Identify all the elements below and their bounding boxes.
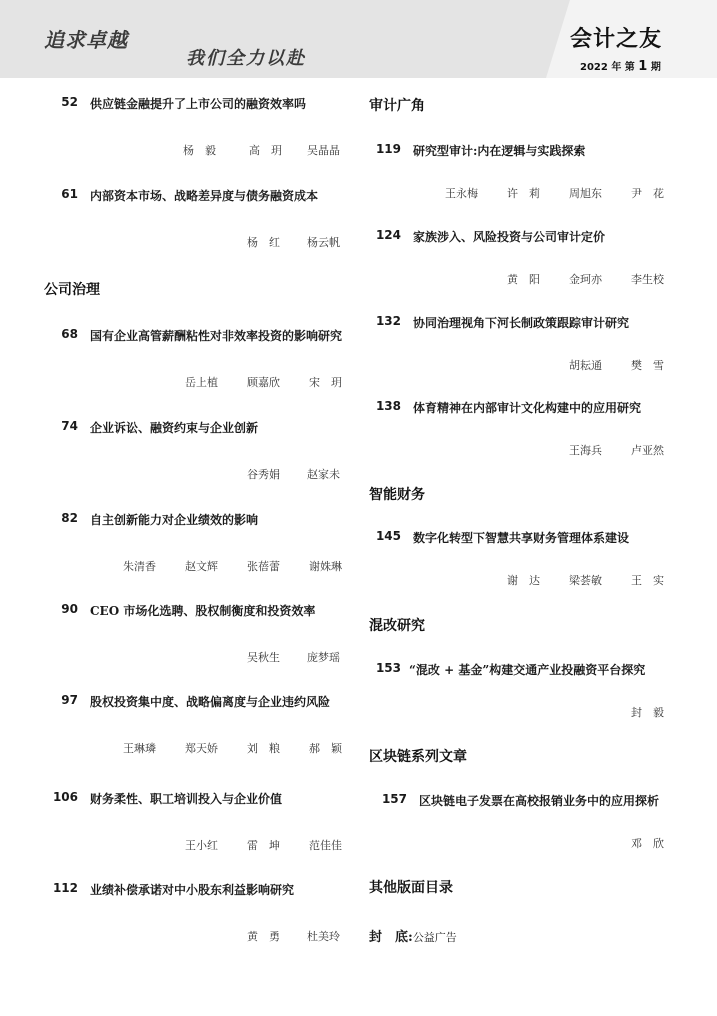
issue-number: 1 — [638, 59, 648, 74]
toc-entry[interactable] — [365, 314, 695, 384]
author: 梁荟敏 — [569, 574, 602, 587]
author: 郝 颖 — [309, 742, 342, 755]
article-authors — [183, 142, 340, 158]
article-authors — [247, 234, 340, 250]
article-authors — [123, 558, 342, 574]
page-number: 90 — [61, 602, 78, 616]
page-number: 61 — [61, 187, 78, 201]
issue-label — [580, 58, 661, 74]
author: 杜美玲 — [307, 930, 340, 943]
toc-entry[interactable] — [365, 142, 695, 212]
author: 张蓓蕾 — [247, 560, 280, 573]
back-cover-text: 公益广告 — [412, 931, 457, 944]
section-heading-audit: 审计广角 — [369, 98, 425, 114]
author: 王 实 — [631, 574, 664, 587]
page-number: 68 — [61, 327, 78, 341]
author: 王小红 — [185, 839, 218, 852]
author: 杨云帆 — [307, 236, 340, 249]
page-number: 106 — [52, 790, 78, 804]
page-number: 138 — [375, 399, 401, 413]
article-authors — [445, 185, 664, 201]
article-title: 数字化转型下智慧共享财务管理体系建设 — [413, 531, 630, 545]
author: 黄 阳 — [507, 273, 540, 286]
author: 封 毅 — [631, 706, 664, 719]
section-heading-other: 其他版面目录 — [369, 880, 453, 896]
toc-entry[interactable] — [40, 511, 350, 581]
article-authors — [569, 357, 664, 373]
section-heading-smart-finance: 智能财务 — [369, 487, 425, 503]
author: 杨 毅 — [183, 144, 216, 157]
article-title: CEO 市场化选聘、股权制衡度和投资效率 — [90, 604, 316, 618]
article-title: “混改 + 基金”构建交通产业投融资平台探究 — [409, 663, 646, 677]
section-heading-blockchain: 区块链系列文章 — [369, 749, 467, 765]
page-number: 153 — [375, 661, 401, 675]
author: 金珂亦 — [569, 273, 602, 286]
article-authors — [185, 374, 342, 390]
toc-entry[interactable] — [40, 693, 350, 763]
author: 许 莉 — [507, 187, 540, 200]
article-title: 家族涉入、风险投资与公司审计定价 — [413, 230, 606, 244]
article-title: 国有企业高管薪酬粘性对非效率投资的影响研究 — [90, 329, 343, 343]
slogan-line-1: 追求卓越 — [44, 28, 128, 52]
back-cover-label: 封 底: — [369, 930, 413, 945]
toc-entry[interactable] — [40, 790, 350, 860]
article-title: 协同治理视角下河长制政策跟踪审计研究 — [413, 316, 630, 330]
article-authors — [247, 649, 340, 665]
author: 黄 勇 — [247, 930, 280, 943]
author: 王海兵 — [569, 444, 602, 457]
article-title: 财务柔性、职工培训投入与企业价值 — [90, 792, 283, 806]
author: 樊 雪 — [631, 359, 664, 372]
author: 谢姝琳 — [309, 560, 342, 573]
author: 杨 红 — [247, 236, 280, 249]
toc-entry[interactable] — [40, 187, 350, 257]
toc-entry[interactable] — [365, 661, 695, 731]
article-title: 业绩补偿承诺对中小股东利益影响研究 — [90, 883, 295, 897]
article-authors — [247, 928, 340, 944]
article-authors — [247, 466, 340, 482]
author: 岳上植 — [185, 376, 218, 389]
page-number: 145 — [375, 529, 401, 543]
article-authors — [507, 271, 664, 287]
page-number: 74 — [61, 419, 78, 433]
toc-entry[interactable] — [40, 602, 350, 672]
author: 范佳佳 — [309, 839, 342, 852]
author: 宋 玥 — [309, 376, 342, 389]
author: 胡耘通 — [569, 359, 602, 372]
author: 高 玥 — [249, 144, 282, 157]
article-authors — [507, 572, 664, 588]
page-number: 52 — [61, 95, 78, 109]
author: 谢 达 — [507, 574, 540, 587]
article-title: 股权投资集中度、战略偏离度与企业违约风险 — [90, 695, 331, 709]
author: 吴秋生 — [247, 651, 280, 664]
article-authors — [631, 704, 664, 720]
author: 赵文辉 — [185, 560, 218, 573]
article-title: 企业诉讼、融资约束与企业创新 — [90, 421, 259, 435]
author: 尹 花 — [631, 187, 664, 200]
page-number: 112 — [52, 881, 78, 895]
page-number: 82 — [61, 511, 78, 525]
issue-suffix: 期 — [650, 62, 661, 73]
author: 庞梦瑶 — [307, 651, 340, 664]
toc-entry[interactable] — [365, 529, 695, 599]
slogan-line-2: 我们全力以赴 — [186, 48, 306, 69]
toc-entry[interactable] — [365, 792, 705, 862]
article-title: 自主创新能力对企业绩效的影响 — [90, 513, 259, 527]
section-heading-mixed-reform: 混改研究 — [369, 618, 425, 634]
toc-entry[interactable] — [365, 228, 695, 298]
page-number: 132 — [375, 314, 401, 328]
author: 周旭东 — [569, 187, 602, 200]
article-authors — [123, 740, 342, 756]
author: 郑天娇 — [185, 742, 218, 755]
magazine-title: 会计之友 — [570, 27, 663, 52]
toc-entry[interactable] — [40, 881, 350, 951]
page-number: 119 — [375, 142, 401, 156]
article-authors — [185, 837, 342, 853]
author: 李生校 — [631, 273, 664, 286]
toc-entry[interactable] — [40, 95, 350, 165]
toc-entry[interactable] — [40, 419, 350, 489]
author: 顾嘉欣 — [247, 376, 280, 389]
author: 卢亚然 — [631, 444, 664, 457]
section-heading-governance: 公司治理 — [44, 282, 100, 298]
article-title: 内部资本市场、战略差异度与债务融资成本 — [90, 189, 319, 203]
article-title: 研究型审计:内在逻辑与实践探索 — [413, 144, 586, 158]
author: 王永梅 — [445, 187, 478, 200]
page-number: 157 — [381, 792, 407, 806]
page-number: 97 — [61, 693, 78, 707]
article-title: 区块链电子发票在高校报销业务中的应用探析 — [419, 794, 660, 808]
author: 刘 粮 — [247, 742, 280, 755]
page-number: 124 — [375, 228, 401, 242]
author: 邓 欣 — [631, 837, 664, 850]
author: 朱清香 — [123, 560, 156, 573]
toc-entry[interactable] — [40, 327, 350, 397]
article-authors — [631, 835, 664, 851]
article-authors — [569, 442, 664, 458]
author: 赵家未 — [307, 468, 340, 481]
toc-entry[interactable] — [365, 399, 695, 469]
article-title: 体育精神在内部审计文化构建中的应用研究 — [413, 401, 642, 415]
author: 王琳璘 — [123, 742, 156, 755]
back-cover-line[interactable] — [369, 926, 457, 945]
issue-prefix: 2022 年 第 — [580, 62, 635, 73]
author: 雷 坤 — [247, 839, 280, 852]
author: 谷秀娟 — [247, 468, 280, 481]
author: 吴晶晶 — [307, 144, 340, 157]
article-title: 供应链金融提升了上市公司的融资效率吗 — [90, 97, 307, 111]
